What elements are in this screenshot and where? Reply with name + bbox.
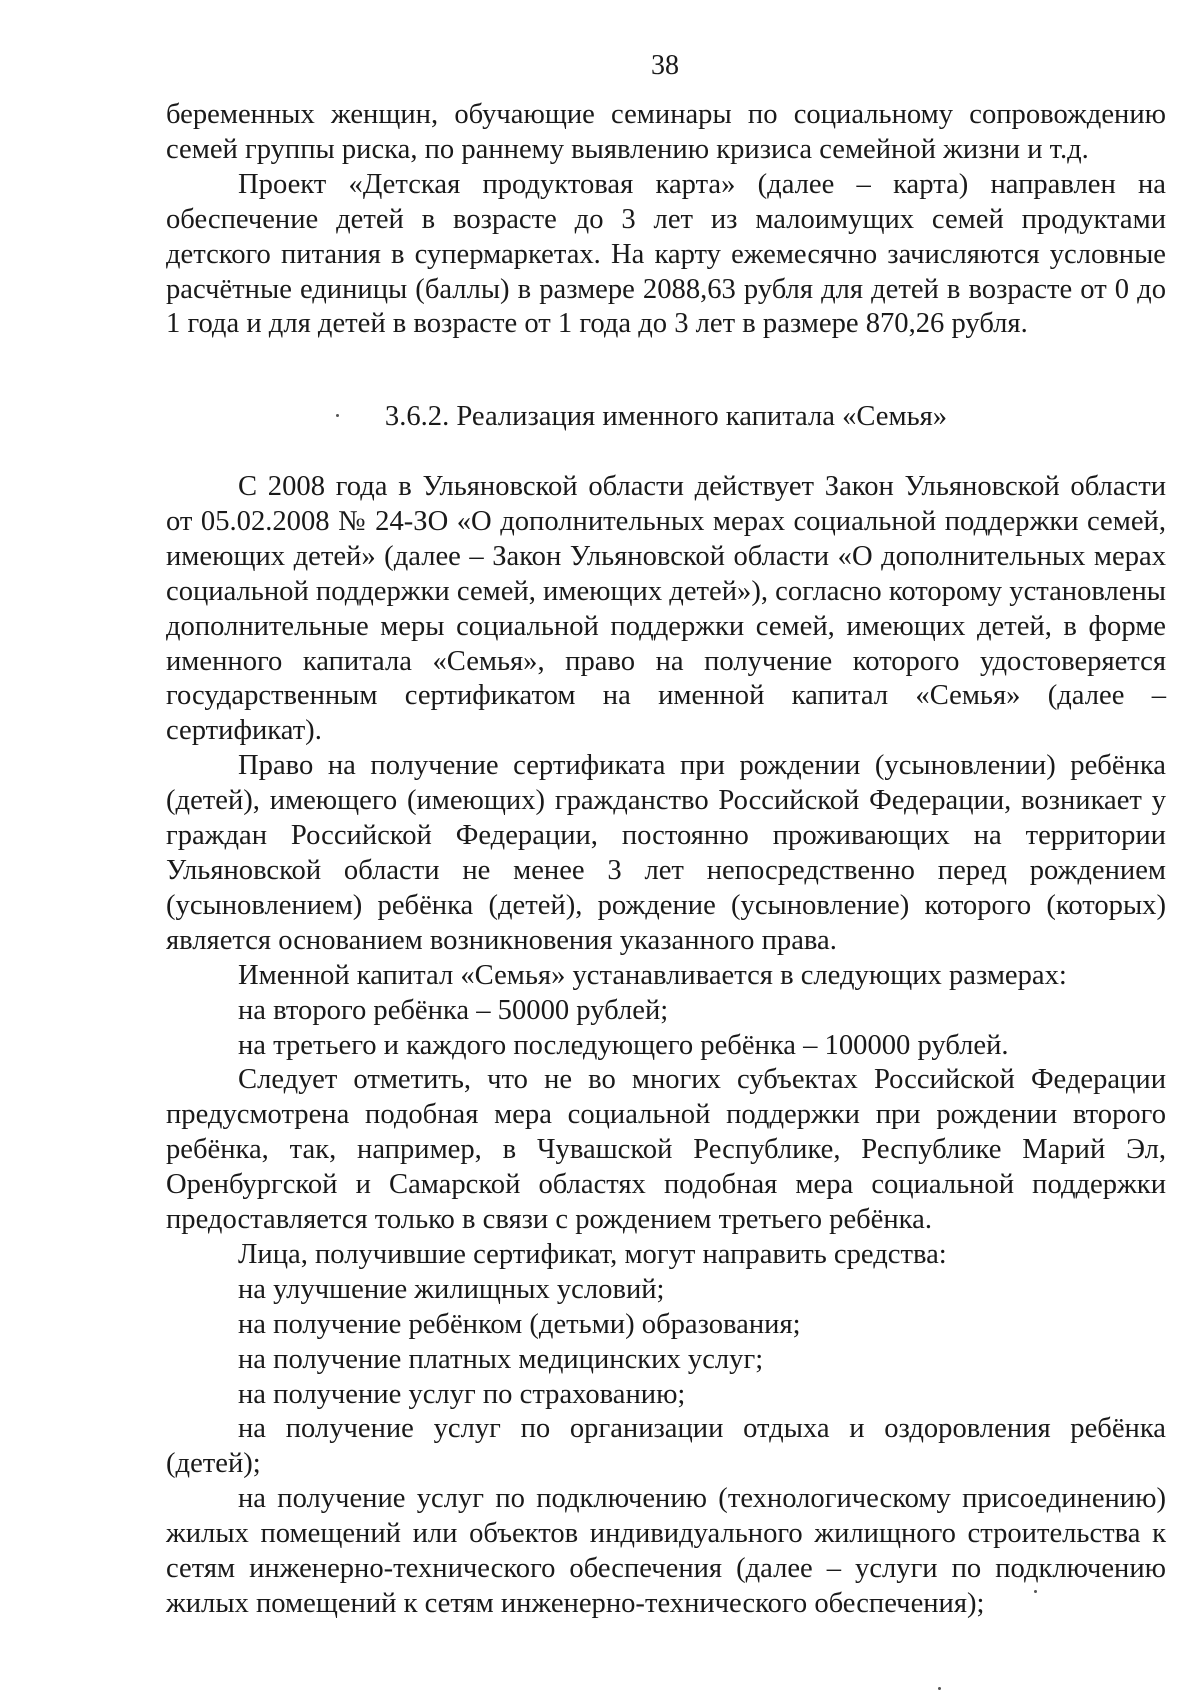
list-item: на получение услуг по страхованию; <box>238 1378 686 1410</box>
paragraph: Право на получение сертификата при рождении (усыновлении) ребёнка (детей), имеющего (имеющих) гражданство Российской Федерации, возникает у граждан Российской Федерации, постоянно проживающих на территории Ульяновской области не менее 3 лет непосредственно перед рождением (усыновлением) ребёнка (детей), рождение (усыновление) которого (которых) является основанием возникновения указанного права. <box>166 750 1166 956</box>
list-item: на получение ребёнком (детьми) образования; <box>238 1308 801 1340</box>
paragraph: Именной капитал «Семья» устанавливается в следующих размерах: <box>238 959 1067 991</box>
list-item: на получение услуг по организации отдыха и оздоровления ребёнка (детей); <box>166 1413 1166 1480</box>
list-item: на третьего и каждого последующего ребёнка – 100000 рублей. <box>238 1029 1009 1061</box>
intro-text-block <box>166 98 1166 342</box>
scan-speck <box>938 1687 941 1690</box>
scan-speck <box>336 414 339 417</box>
paragraph: Проект «Детская продуктовая карта» (далее – карта) направлен на обеспечение детей в возрасте до 3 лет из малоимущих семей продуктами детского питания в супермаркетах. На карту ежемесячно зачисляются условные расчётные единицы (баллы) в размере 2088,63 рубля для детей в возрасте от 0 до 1 года и для детей в возрасте от 1 года до 3 лет в размере 870,26 рубля. <box>166 168 1166 340</box>
scan-speck <box>1034 1590 1037 1593</box>
list-item: на получение платных медицинских услуг; <box>238 1343 764 1375</box>
page-number: 38 <box>651 50 679 81</box>
list-item: на улучшение жилищных условий; <box>238 1273 665 1305</box>
paragraph: Следует отметить, что не во многих субъектах Российской Федерации предусмотрена подобная мера социальной поддержки при рождении второго ребёнка, так, например, в Чувашской Республике, Республике Марий Эл, Оренбургской и Самарской областях подобная мера социальной поддержки предоставляется только в связи с рождением третьего ребёнка. <box>166 1064 1166 1236</box>
main-text-block <box>166 470 1166 1622</box>
list-item: на получение услуг по подключению (технологическому присоединению) жилых помещений или объектов индивидуального жилищного строительства к сетям инженерно-технического обеспечения (далее – услуги по подключению жилых помещений к сетям инженерно-технического обеспечения); <box>166 1483 1166 1619</box>
paragraph: Лица, получившие сертификат, могут направить средства: <box>238 1238 947 1270</box>
paragraph: беременных женщин, обучающие семинары по социальному сопровождению семей группы риска, по раннему выявлению кризиса семейной жизни и т.д. <box>166 99 1166 165</box>
list-item: на второго ребёнка – 50000 рублей; <box>238 994 669 1026</box>
paragraph: С 2008 года в Ульяновской области действует Закон Ульяновской области от 05.02.2008 № 24-ЗО «О дополнительных мерах социальной поддержки семей, имеющих детей» (далее – Закон Ульяновской области «О дополнительных мерах социальной поддержки семей, имеющих детей»), согласно которому установлены дополнительные меры социальной поддержки семей, имеющих детей, в форме именного капитала «Семья», право на получение которого удостоверяется государственным сертификатом на именной капитал «Семья» (далее – сертификат). <box>166 471 1166 747</box>
section-heading: 3.6.2. Реализация именного капитала «Семья» <box>384 401 948 432</box>
